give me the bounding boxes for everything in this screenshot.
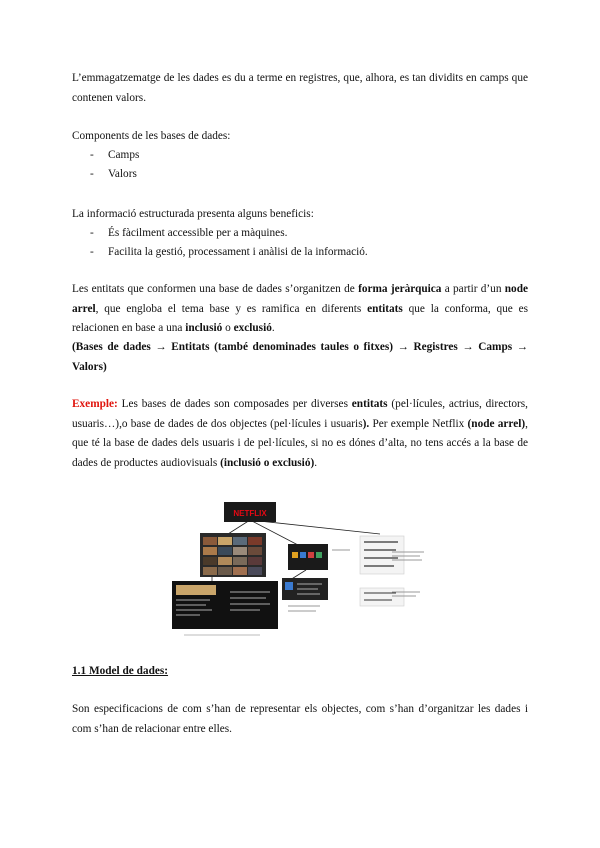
paragraph-data-model: Son especificacions de com s’han de representar els objectes, com s’han d’organitzar les dades i com s’han de relacionar entre elles. xyxy=(72,703,528,735)
paragraph-example: Exemple: Les bases de dades son composades per diverses entitats (pel·lícules, actrius, directors, usuaris…),o base de dades de dos objectes (pel·lícules i usuaris). Per exemple Netflix (node arrel), que té la base de dades dels usuaris i de pel·lícules, si no es dónes d’alta, no tens accés a la base de dades de productes audiovisuals (inclusió o exclusió). xyxy=(72,398,528,469)
paragraph-storage: L’emmagatzematge de les dades es du a terme en registres, que, alhora, es tan dividits en camps que contenen valors. xyxy=(72,72,528,104)
example-label: Exemple: xyxy=(72,398,118,410)
netflix-diagram xyxy=(170,492,432,642)
list-item: - És fàcilment accessible per a màquines. xyxy=(90,227,288,239)
paragraph-components: Components de les bases de dades: xyxy=(72,130,231,142)
section-heading: 1.1 Model de dades: xyxy=(72,665,169,677)
paragraph-hierarchy-chain: (Bases de dades → Entitats (també denominades taules o fitxes) → Registres → Camps → Valors) xyxy=(72,341,528,373)
list-item-text: Camps xyxy=(108,149,140,161)
profile-avatar xyxy=(285,582,293,590)
list-item-text: Facilita la gestió, processament i anàlisi de la informació. xyxy=(108,246,368,258)
netflix-logo-text: NETFLIX xyxy=(233,509,267,518)
profile-caption-lines xyxy=(288,606,320,611)
list-item-text: És fàcilment accessible per a màquines. xyxy=(108,227,288,239)
movie-title-graphic xyxy=(176,585,216,595)
list-item: - Valors xyxy=(90,168,137,180)
paragraph-benefits: La informació estructurada presenta alguns beneficis: xyxy=(72,208,314,220)
netflix-diagram-svg xyxy=(170,492,432,642)
paragraph-hierarchy: Les entitats que conformen una base de dades s’organitzen de forma jeràrquica a partir d’un node arrel, que engloba el tema base y es ramifica en diferents entitats que la conforma, que es relacionen en base a una inclusió o exclusió. xyxy=(72,283,528,334)
list-item: - Facilita la gestió, processament i anàlisi de la informació. xyxy=(90,246,368,258)
list-item: - Camps xyxy=(90,149,140,161)
list-item-text: Valors xyxy=(108,168,137,180)
account-screenshot xyxy=(360,588,404,606)
